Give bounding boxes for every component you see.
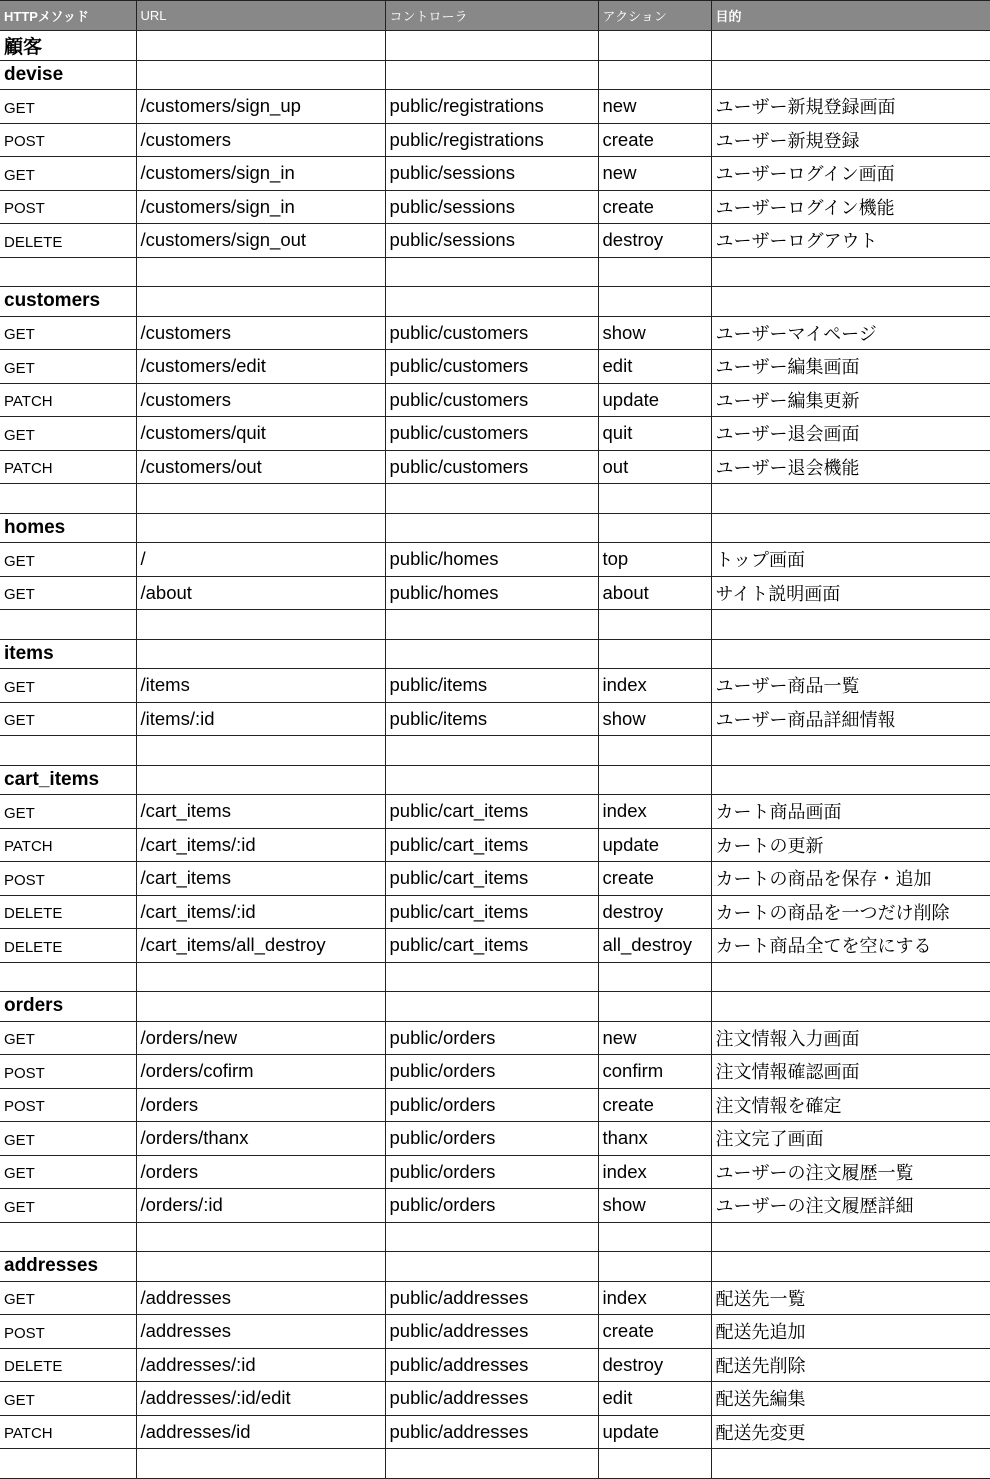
url: /cart_items/:id — [136, 895, 385, 929]
url: /orders/cofirm — [136, 1055, 385, 1089]
table-row — [0, 669, 990, 703]
controller: public/registrations — [385, 90, 598, 124]
controller: public/registrations — [385, 123, 598, 157]
purpose: ユーザー商品一覧 — [711, 669, 990, 703]
action: update — [598, 383, 711, 417]
http-method: GET — [0, 1189, 136, 1223]
spacer-row — [0, 1222, 990, 1252]
purpose: ユーザーログイン画面 — [711, 157, 990, 191]
table-row — [0, 1088, 990, 1122]
table-row — [0, 157, 990, 191]
http-method: PATCH — [0, 450, 136, 484]
controller: public/customers — [385, 417, 598, 451]
controller: public/orders — [385, 1189, 598, 1223]
action: new — [598, 90, 711, 124]
url: /customers/sign_out — [136, 224, 385, 258]
controller: public/orders — [385, 1155, 598, 1189]
action: create — [598, 1088, 711, 1122]
table-row — [0, 1122, 990, 1156]
http-method: GET — [0, 543, 136, 577]
action: update — [598, 828, 711, 862]
section-title: homes — [0, 513, 136, 543]
table-row — [0, 1281, 990, 1315]
table-row — [0, 1021, 990, 1055]
url: /customers/out — [136, 450, 385, 484]
http-method: POST — [0, 190, 136, 224]
controller: public/addresses — [385, 1415, 598, 1449]
http-method: GET — [0, 702, 136, 736]
purpose: カートの更新 — [711, 828, 990, 862]
url: /orders — [136, 1088, 385, 1122]
http-method: GET — [0, 90, 136, 124]
action: all_destroy — [598, 929, 711, 963]
url: /customers — [136, 123, 385, 157]
table-row — [0, 1189, 990, 1223]
action: quit — [598, 417, 711, 451]
table-row — [0, 1382, 990, 1416]
section-title: customers — [0, 287, 136, 317]
section-title: devise — [0, 60, 136, 90]
http-method: GET — [0, 1021, 136, 1055]
section-row-addresses — [0, 1252, 990, 1282]
action: thanx — [598, 1122, 711, 1156]
url: /orders — [136, 1155, 385, 1189]
purpose: ユーザー新規登録画面 — [711, 90, 990, 124]
http-method: GET — [0, 350, 136, 384]
purpose: カート商品全てを空にする — [711, 929, 990, 963]
http-method: POST — [0, 123, 136, 157]
url: /customers/sign_in — [136, 190, 385, 224]
title-cell: 顧客 — [0, 31, 136, 61]
purpose: 配送先編集 — [711, 1382, 990, 1416]
controller: public/cart_items — [385, 828, 598, 862]
controller: public/homes — [385, 543, 598, 577]
url: /orders/new — [136, 1021, 385, 1055]
controller: public/customers — [385, 450, 598, 484]
controller: public/orders — [385, 1088, 598, 1122]
header-purpose: 目的 — [711, 1, 990, 31]
controller: public/cart_items — [385, 862, 598, 896]
section-row-customers — [0, 287, 990, 317]
purpose: ユーザーの注文履歴詳細 — [711, 1189, 990, 1223]
http-method: GET — [0, 316, 136, 350]
table-row — [0, 1055, 990, 1089]
http-method: GET — [0, 795, 136, 829]
action: index — [598, 795, 711, 829]
purpose: 注文完了画面 — [711, 1122, 990, 1156]
section-title: addresses — [0, 1252, 136, 1282]
url: /orders/thanx — [136, 1122, 385, 1156]
controller: public/sessions — [385, 157, 598, 191]
table-row — [0, 417, 990, 451]
http-method: GET — [0, 417, 136, 451]
http-method: POST — [0, 1315, 136, 1349]
http-method: DELETE — [0, 895, 136, 929]
purpose: ユーザー退会機能 — [711, 450, 990, 484]
http-method: PATCH — [0, 828, 136, 862]
controller: public/customers — [385, 383, 598, 417]
controller: public/orders — [385, 1021, 598, 1055]
action: top — [598, 543, 711, 577]
purpose: カートの商品を一つだけ削除 — [711, 895, 990, 929]
controller: public/homes — [385, 576, 598, 610]
spacer-row — [0, 736, 990, 766]
purpose: トップ画面 — [711, 543, 990, 577]
action: show — [598, 316, 711, 350]
table-row — [0, 702, 990, 736]
action: index — [598, 1281, 711, 1315]
section-row-homes — [0, 513, 990, 543]
action: confirm — [598, 1055, 711, 1089]
controller: public/orders — [385, 1055, 598, 1089]
action: index — [598, 669, 711, 703]
http-method: DELETE — [0, 929, 136, 963]
table-row — [0, 543, 990, 577]
url: / — [136, 543, 385, 577]
purpose: カートの商品を保存・追加 — [711, 862, 990, 896]
http-method: GET — [0, 1281, 136, 1315]
controller: public/customers — [385, 350, 598, 384]
controller: public/cart_items — [385, 929, 598, 963]
purpose: 配送先一覧 — [711, 1281, 990, 1315]
section-row-items — [0, 639, 990, 669]
url: /cart_items/:id — [136, 828, 385, 862]
purpose: ユーザー新規登録 — [711, 123, 990, 157]
action: edit — [598, 1382, 711, 1416]
purpose: 注文情報を確定 — [711, 1088, 990, 1122]
table-row — [0, 383, 990, 417]
table-row — [0, 1155, 990, 1189]
purpose: 配送先追加 — [711, 1315, 990, 1349]
action: show — [598, 702, 711, 736]
table-row — [0, 1348, 990, 1382]
http-method: GET — [0, 1155, 136, 1189]
url: /addresses/:id — [136, 1348, 385, 1382]
section-title: cart_items — [0, 765, 136, 795]
table-row — [0, 929, 990, 963]
url: /customers — [136, 383, 385, 417]
controller: public/customers — [385, 316, 598, 350]
action: update — [598, 1415, 711, 1449]
action: new — [598, 157, 711, 191]
table-row — [0, 316, 990, 350]
header-http-method: HTTPメソッド — [0, 1, 136, 31]
purpose: ユーザーログイン機能 — [711, 190, 990, 224]
controller: public/cart_items — [385, 895, 598, 929]
controller: public/sessions — [385, 224, 598, 258]
header-url: URL — [136, 1, 385, 31]
http-method: GET — [0, 669, 136, 703]
url: /cart_items/all_destroy — [136, 929, 385, 963]
action: show — [598, 1189, 711, 1223]
table-row — [0, 795, 990, 829]
action: out — [598, 450, 711, 484]
section-row-devise — [0, 60, 990, 90]
table-row — [0, 1315, 990, 1349]
purpose: ユーザーマイページ — [711, 316, 990, 350]
http-method: DELETE — [0, 1348, 136, 1382]
section-row-orders — [0, 992, 990, 1022]
http-method: GET — [0, 1382, 136, 1416]
table-row — [0, 450, 990, 484]
purpose: ユーザー商品詳細情報 — [711, 702, 990, 736]
table-row — [0, 350, 990, 384]
spacer-row — [0, 610, 990, 640]
controller: public/items — [385, 669, 598, 703]
header-action: アクション — [598, 1, 711, 31]
url: /customers/edit — [136, 350, 385, 384]
controller: public/cart_items — [385, 795, 598, 829]
action: destroy — [598, 1348, 711, 1382]
spacer-row — [0, 257, 990, 287]
controller: public/orders — [385, 1122, 598, 1156]
url: /addresses — [136, 1281, 385, 1315]
http-method: DELETE — [0, 224, 136, 258]
url: /cart_items — [136, 862, 385, 896]
url: /customers/sign_in — [136, 157, 385, 191]
controller: public/addresses — [385, 1281, 598, 1315]
controller: public/items — [385, 702, 598, 736]
http-method: POST — [0, 862, 136, 896]
spacer-row — [0, 962, 990, 992]
purpose: ユーザーの注文履歴一覧 — [711, 1155, 990, 1189]
http-method: GET — [0, 576, 136, 610]
purpose: 注文情報入力画面 — [711, 1021, 990, 1055]
purpose: カート商品画面 — [711, 795, 990, 829]
controller: public/sessions — [385, 190, 598, 224]
purpose: 配送先削除 — [711, 1348, 990, 1382]
purpose: 注文情報確認画面 — [711, 1055, 990, 1089]
table-row — [0, 90, 990, 124]
action: about — [598, 576, 711, 610]
table-row — [0, 895, 990, 929]
spacer-row — [0, 1449, 990, 1479]
controller: public/addresses — [385, 1315, 598, 1349]
http-method: GET — [0, 157, 136, 191]
url: /customers/quit — [136, 417, 385, 451]
purpose: 配送先変更 — [711, 1415, 990, 1449]
purpose: ユーザー退会画面 — [711, 417, 990, 451]
controller: public/addresses — [385, 1348, 598, 1382]
url: /items — [136, 669, 385, 703]
title-row — [0, 31, 990, 61]
purpose: ユーザー編集画面 — [711, 350, 990, 384]
http-method: POST — [0, 1055, 136, 1089]
url: /items/:id — [136, 702, 385, 736]
action: edit — [598, 350, 711, 384]
action: create — [598, 190, 711, 224]
action: destroy — [598, 224, 711, 258]
action: create — [598, 862, 711, 896]
table-row — [0, 576, 990, 610]
url: /addresses/:id/edit — [136, 1382, 385, 1416]
section-row-cart-items — [0, 765, 990, 795]
table-row — [0, 190, 990, 224]
header-controller: コントローラ — [385, 1, 598, 31]
section-title: items — [0, 639, 136, 669]
url: /orders/:id — [136, 1189, 385, 1223]
spacer-row — [0, 484, 990, 514]
url: /about — [136, 576, 385, 610]
action: create — [598, 123, 711, 157]
purpose: ユーザー編集更新 — [711, 383, 990, 417]
controller: public/addresses — [385, 1382, 598, 1416]
purpose: サイト説明画面 — [711, 576, 990, 610]
url: /cart_items — [136, 795, 385, 829]
url: /addresses/id — [136, 1415, 385, 1449]
section-title: orders — [0, 992, 136, 1022]
http-method: GET — [0, 1122, 136, 1156]
url: /customers — [136, 316, 385, 350]
table-row — [0, 224, 990, 258]
header-row — [0, 1, 990, 31]
table-row — [0, 1415, 990, 1449]
url: /addresses — [136, 1315, 385, 1349]
action: new — [598, 1021, 711, 1055]
http-method: POST — [0, 1088, 136, 1122]
table-row — [0, 862, 990, 896]
purpose: ユーザーログアウト — [711, 224, 990, 258]
action: index — [598, 1155, 711, 1189]
action: destroy — [598, 895, 711, 929]
table-row — [0, 123, 990, 157]
http-method: PATCH — [0, 1415, 136, 1449]
action: create — [598, 1315, 711, 1349]
http-method: PATCH — [0, 383, 136, 417]
table-row — [0, 828, 990, 862]
url: /customers/sign_up — [136, 90, 385, 124]
